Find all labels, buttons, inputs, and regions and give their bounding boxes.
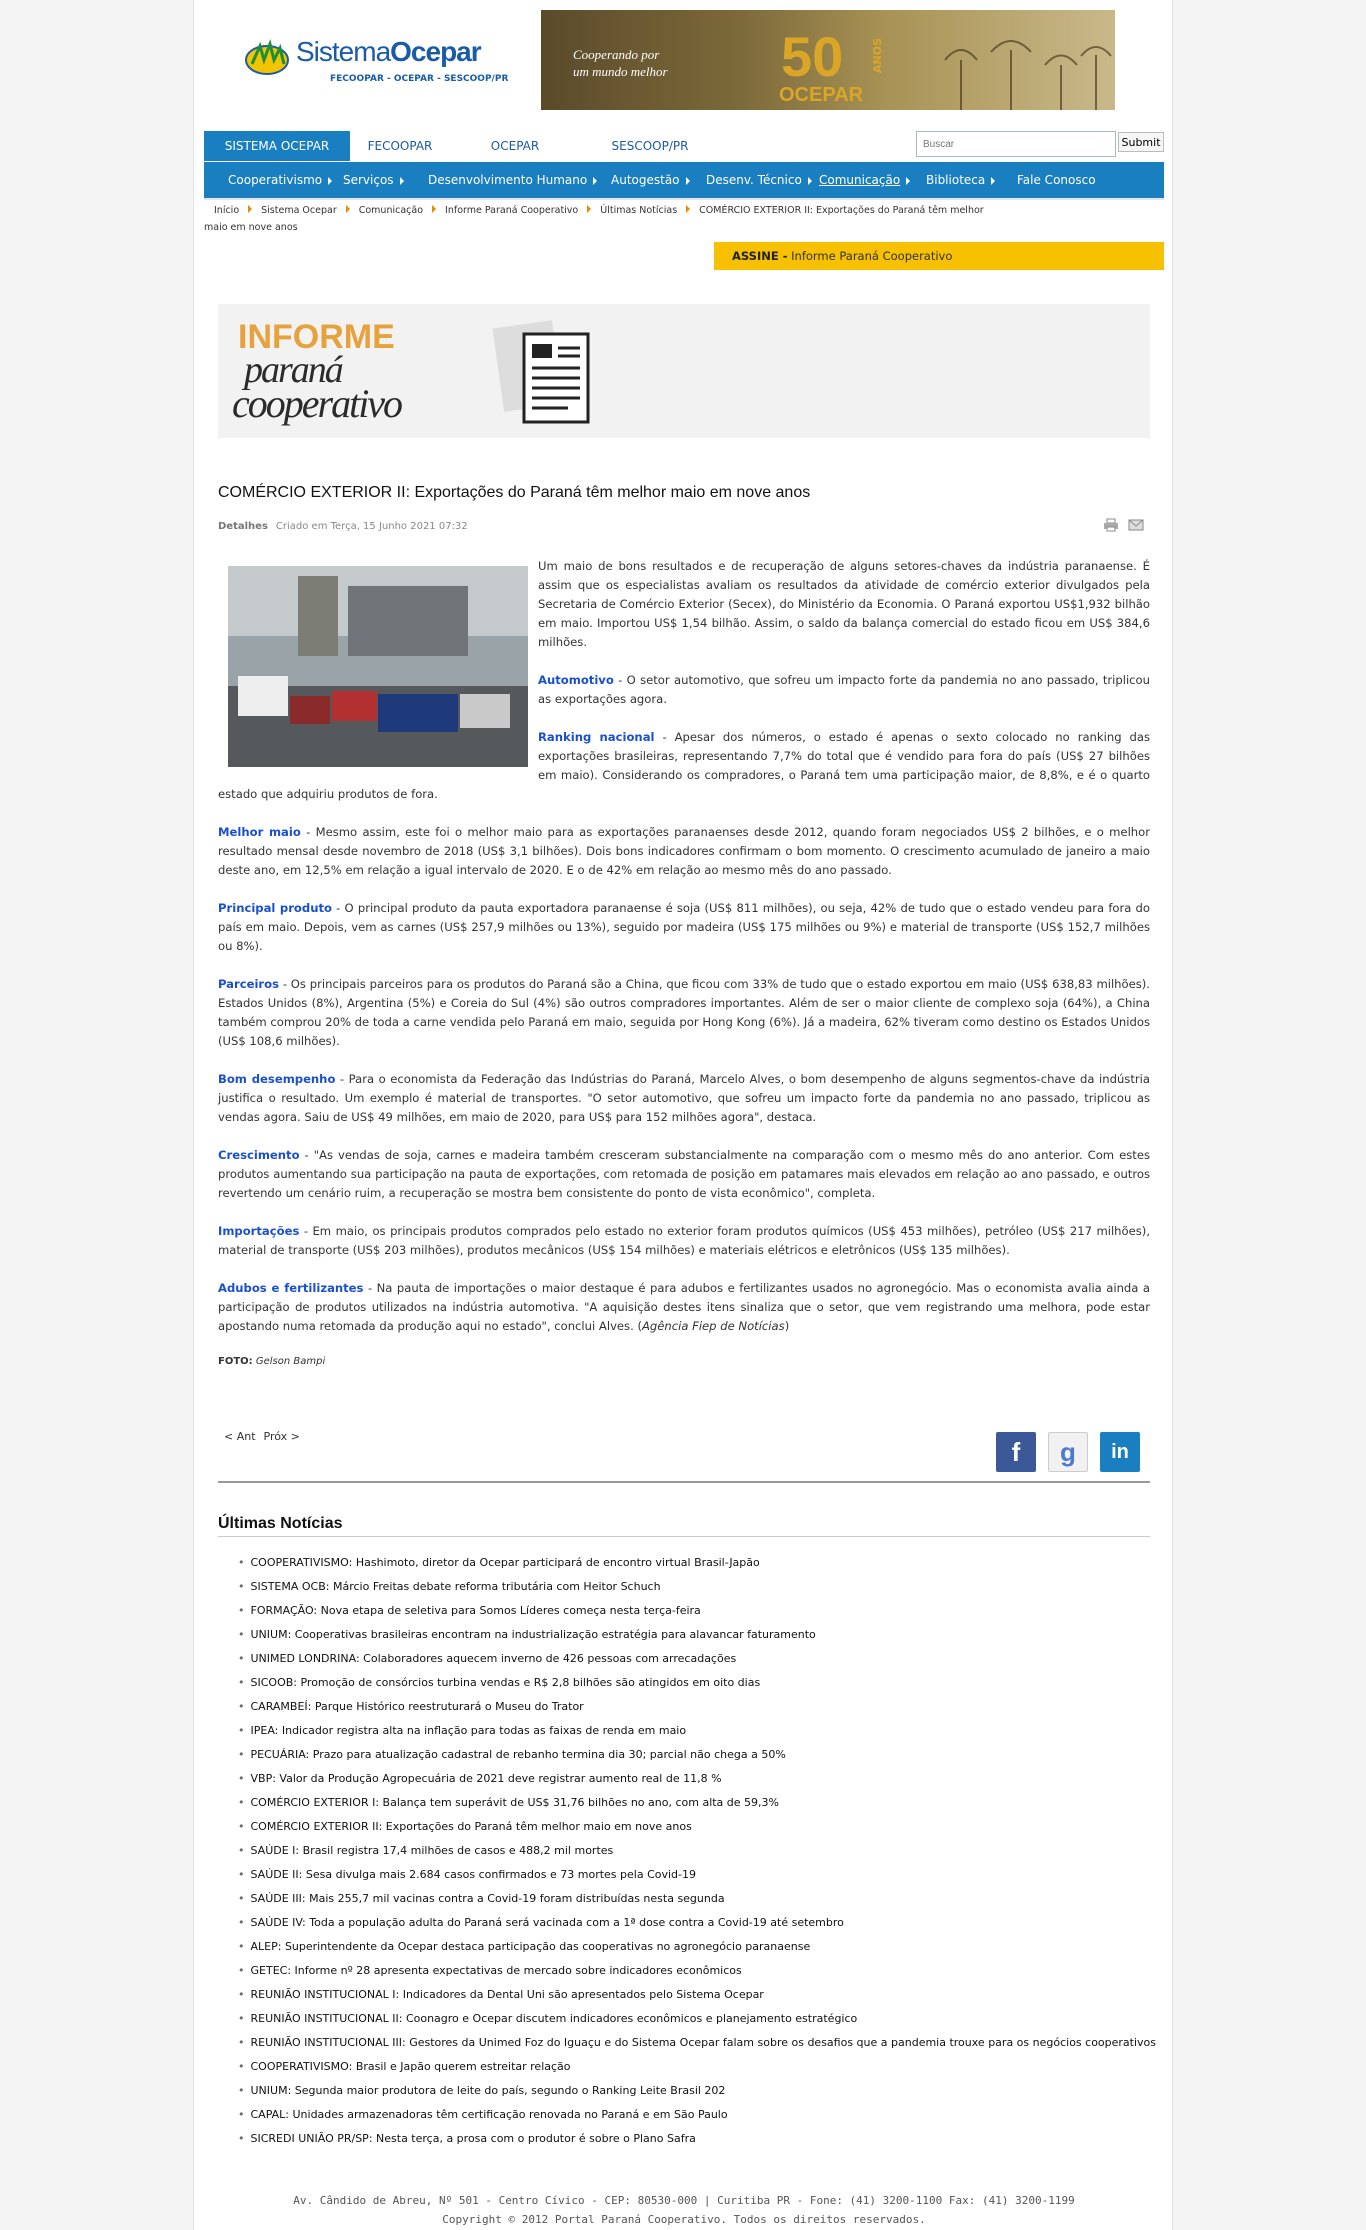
ocepar-logo-icon [244, 34, 290, 80]
news-link[interactable]: • FORMAÇÃO: Nova etapa de seletiva para Somos Líderes começa nesta terça-feira [238, 1599, 1138, 1623]
nav-item-fale-conosco[interactable]: Fale Conosco [1017, 173, 1096, 187]
news-link[interactable]: • CARAMBEÍ: Parque Histórico reestruturará o Museu do Trator [238, 1695, 1138, 1719]
nav-item-biblioteca[interactable]: Biblioteca [926, 173, 995, 187]
print-icon[interactable] [1103, 518, 1119, 532]
section-keyword: Melhor maio [218, 825, 301, 839]
latest-news-divider [218, 1536, 1150, 1537]
breadcrumb [204, 202, 984, 236]
latest-news-title: Últimas Notícias [218, 1515, 343, 1532]
news-link[interactable]: • SAÚDE I: Brasil registra 17,4 milhões de casos e 488,2 mil mortes [238, 1839, 1138, 1863]
content-divider [218, 1481, 1150, 1483]
news-link[interactable]: • SICREDI UNIÃO PR/SP: Nesta terça, a prosa com o produtor é sobre o Plano Safra [238, 2127, 1138, 2151]
article-section: Principal produto - O principal produto da pauta exportadora paranaense é soja (US$ 811 milhões), ou seja, 42% de tudo que o estado vendeu para fora do país em maio. Depois, vem as carnes (US$ 257,9 milhões ou 13%), seguido por madeira (US$ 175 milhões ou 9%) e material de transporte (US$ 152,7 milhões ou 8%). [218, 901, 1151, 953]
news-link[interactable]: • REUNIÃO INSTITUCIONAL III: Gestores da Unimed Foz do Iguaçu e do Sistema Ocepar falam sobre os desafios que a pandemia trouxe para os negócios cooperativos [238, 2031, 1138, 2055]
chevron-right-icon [686, 177, 690, 185]
breadcrumb-arrow-icon [248, 205, 252, 213]
banner-anos: ANOS [871, 38, 884, 73]
search-submit-button[interactable]: Submit [1118, 132, 1164, 152]
latest-news-list [238, 1551, 1157, 2151]
section-keyword: Principal produto [218, 901, 332, 915]
nav-item-comunicacao[interactable]: Comunicação [819, 173, 910, 187]
prev-link[interactable]: < Ant [224, 1430, 256, 1443]
breadcrumb-link[interactable]: Comunicação [358, 205, 424, 216]
page [193, 0, 1173, 2230]
news-link[interactable]: • IPEA: Indicador registra alta na inflação para todas as faixas de renda em maio [238, 1719, 1138, 1743]
banner-number: 50 [781, 25, 844, 88]
news-link[interactable]: • PECUÁRIA: Prazo para atualização cadastral de rebanho termina dia 30; parcial não chega a 50% [238, 1743, 1138, 1767]
breadcrumb-arrow-icon [346, 205, 350, 213]
article-section: Crescimento - "As vendas de soja, carnes e madeira também cresceram substancialmente na comparação com o mesmo mês do ano anterior. Com estes produtos aumentando sua participação na pauta de exportações, com retomada de posição em patamares mais elevados em relação ao ano passado, e outros revertendo um cenário ruim, a recuperação se mostra bem consistente do ponto de vista econômico", completa. [218, 1148, 1150, 1200]
pagination [224, 1430, 308, 1443]
news-link[interactable]: • REUNIÃO INSTITUCIONAL I: Indicadores da Dental Uni são apresentados pelo Sistema Ocepar [238, 1983, 1138, 2007]
breadcrumb-current: COMÉRCIO EXTERIOR II: Exportações do Paraná têm melhor maio em nove anos [204, 205, 984, 233]
linkedin-share-icon[interactable]: in [1100, 1432, 1140, 1472]
tab-sescoop[interactable]: SESCOOP/PR [611, 139, 689, 153]
nav-item-desenvolvimento-humano[interactable]: Desenvolvimento Humano [428, 173, 597, 187]
banner-slogan: Cooperando por um mundo melhor [573, 47, 668, 79]
nav-item-cooperativismo[interactable]: Cooperativismo [228, 173, 332, 187]
breadcrumb-arrow-icon [587, 205, 591, 213]
news-link[interactable]: • COMÉRCIO EXTERIOR II: Exportações do Paraná têm melhor maio em nove anos [238, 1815, 1138, 1839]
section-keyword: Automotivo [538, 673, 614, 687]
news-link[interactable]: • UNIMED LONDRINA: Colaboradores aquecem inverno de 426 pessoas com arrecadações [238, 1647, 1138, 1671]
news-link[interactable]: • UNIUM: Segunda maior produtora de leite do país, segundo o Ranking Leite Brasil 202 [238, 2079, 1138, 2103]
news-link[interactable]: • VBP: Valor da Produção Agropecuária de 2021 deve registrar aumento real de 11,8 % [238, 1767, 1138, 1791]
section-keyword: Ranking nacional [538, 730, 655, 744]
photo-credit: FOTO: Gelson Bampi [218, 1356, 326, 1367]
chevron-right-icon [906, 177, 910, 185]
news-link[interactable]: • COOPERATIVISMO: Brasil e Japão querem estreitar relação [238, 2055, 1138, 2079]
chevron-right-icon [328, 177, 332, 185]
breadcrumb-link[interactable]: Últimas Notícias [600, 205, 678, 216]
informe-title-line1: INFORME [238, 318, 395, 356]
article-intro: Um maio de bons resultados e de recuperação de alguns setores-chaves da indústria paranaense. É assim que os especialistas avaliam os resultados da atividade de comércio exterior divulgados pela Secretaria de Comércio Exterior (Secex), do Ministério da Economia. O Paraná exportou US$1,932 bilhão em maio. Importou US$ 1,54 bilhão. Assim, o saldo da balança comercial do estado ficou em US$ 384,6 milhões. [538, 559, 1150, 649]
article-title: COMÉRCIO EXTERIOR II: Exportações do Paraná têm melhor maio em nove anos [218, 484, 811, 501]
article-section: Automotivo - O setor automotivo, que sofreu um impacto forte da pandemia no ano passado, triplicou as exportações agora. [538, 673, 1150, 706]
news-link[interactable]: • CAPAL: Unidades armazenadoras têm certificação renovada no Paraná e em São Paulo [238, 2103, 1138, 2127]
chevron-right-icon [593, 177, 597, 185]
search-input[interactable] [916, 131, 1116, 157]
breadcrumb-arrow-icon [432, 205, 436, 213]
section-keyword: Adubos e fertilizantes [218, 1281, 364, 1295]
article-section: Parceiros - Os principais parceiros para os produtos do Paraná são a China, que ficou com 33% de tudo que o estado exportou em maio (US$ 638,83 milhões). Estados Unidos (8%), Argentina (5%) e Coreia do Sul (4%) são outros compradores importantes. Além de ser o maior cliente de complexo soja (64%), a China também comprou 20% de toda a carne vendida pelo Paraná em maio, seguida por Hong Kong (6%). Já a madeira, 62% tiveram como destino os Estados Unidos (US$ 108,6 milhões). [218, 977, 1150, 1048]
email-icon[interactable] [1128, 518, 1144, 532]
chevron-right-icon [400, 177, 404, 185]
article-meta: Detalhes Criado em Terça, 15 Junho 2021 07:32 [218, 521, 468, 532]
news-link[interactable]: • SAÚDE III: Mais 255,7 mil vacinas contra a Covid-19 foram distribuídas nesta segunda [238, 1887, 1138, 1911]
chevron-right-icon [808, 177, 812, 185]
article-section: Melhor maio - Mesmo assim, este foi o melhor maio para as exportações paranaenses desde 2012, quando foram negociados US$ 2 bilhões, e o melhor resultado mensal desde novembro de 2018 (US$ 3,1 bilhões). Dois bons indicadores confirmam o bom momento. O crescimento acumulado de janeiro a maio deste ano, em 12,5% em relação a igual intervalo de 2020. E o de 42% em relação ao mesmo mês do ano passado. [218, 825, 1150, 877]
nav-item-servicos[interactable]: Serviços [343, 173, 404, 187]
news-link[interactable]: • ALEP: Superintendente da Ocepar destaca participação das cooperativas no agronegócio paranaense [238, 1935, 1138, 1959]
section-keyword: Parceiros [218, 977, 280, 991]
tab-fecoopar[interactable]: FECOOPAR [367, 139, 433, 153]
nav-item-autogestao[interactable]: Autogestão [611, 173, 690, 187]
newspaper-icon [488, 316, 598, 426]
informe-title-line2: paraná [244, 349, 342, 391]
nav-item-desenv-tecnico[interactable]: Desenv. Técnico [706, 173, 812, 187]
article-section: Bom desempenho - Para o economista da Federação das Indústrias do Paraná, Marcelo Alves, o bom desempenho de alguns segmentos-chave da indústria justifica o resultado. Um exemplo é material de transportes. "O setor automotivo, que sofreu um impacto forte da pandemia no ano passado, triplicou as vendas agora. Saiu de US$ 49 milhões, em maio de 2020, para US$ para 152 milhões agora", destaca. [218, 1072, 1150, 1124]
breadcrumb-link[interactable]: Sistema Ocepar [261, 205, 337, 216]
tab-sistema-ocepar[interactable]: SISTEMA OCEPAR [204, 131, 350, 161]
chevron-right-icon [991, 177, 995, 185]
footer-address: Av. Cândido de Abreu, Nº 501 - Centro Cívico - CEP: 80530-000 | Curitiba PR - Fone: (41) 3200-1100 Fax: (41) 3200-1199 [293, 2194, 1075, 2207]
breadcrumb-link[interactable]: Início [214, 205, 240, 216]
informe-header-image [218, 304, 1150, 438]
anniversary-banner[interactable] [541, 10, 1115, 110]
article-photo [228, 566, 528, 767]
facebook-share-icon[interactable]: f [996, 1432, 1036, 1472]
section-keyword: Crescimento [218, 1148, 300, 1162]
news-link[interactable]: • UNIUM: Cooperativas brasileiras encontram na industrialização estratégia para alavancar faturamento [238, 1623, 1138, 1647]
tab-ocepar[interactable]: OCEPAR [490, 139, 540, 153]
google-share-icon[interactable]: g [1048, 1432, 1088, 1472]
footer-copyright: Copyright © 2012 Portal Paraná Cooperativo. Todos os direitos reservados. [442, 2213, 926, 2226]
nav-divider [204, 198, 1164, 200]
article-section: Ranking nacional - Apesar dos números, o estado é apenas o sexto colocado no ranking das exportações brasileiras, representando 7,7% do total que é vendido para fora do país (US$ 27 bilhões em maio). Considerando os compradores, o Paraná tem uma participação maior, de 8,8%, e é o quarto estado que adquiriu produtos de fora. [218, 730, 1151, 801]
banner-brand: OCEPAR [779, 84, 864, 106]
logo-subtitle: FECOOPAR - OCEPAR - SESCOOP/PR [330, 74, 509, 84]
news-link[interactable]: • SICOOB: Promoção de consórcios turbina vendas e R$ 2,8 bilhões são atingidos em oito dias [238, 1671, 1138, 1695]
article-section: Adubos e fertilizantes - Na pauta de importações o maior destaque é para adubos e fertilizantes usados no agronegócio. Mas o economista avalia ainda a participação de produtos utilizados na indústria automotiva. "A aquisição destes itens sinaliza que o setor, que vem registrando uma melhora, pode estar apostando numa retomada da produção aqui no estado", conclui Alves. (Agência Fiep de Notícias) [218, 1281, 1150, 1333]
next-link[interactable]: Próx > [263, 1430, 300, 1443]
site-logo[interactable] [234, 30, 514, 90]
news-link[interactable]: • GETEC: Informe nº 28 apresenta expectativas de mercado sobre indicadores econômicos [238, 1959, 1138, 1983]
breadcrumb-arrow-icon [686, 205, 690, 213]
news-link[interactable]: • COMÉRCIO EXTERIOR I: Balança tem superávit de US$ 31,76 bilhões no ano, com alta de 59,3% [238, 1791, 1138, 1815]
news-link[interactable]: • SAÚDE IV: Toda a população adulta do Paraná será vacinada com a 1ª dose contra a Covid-19 até setembro [238, 1911, 1138, 1935]
section-keyword: Importações [218, 1224, 300, 1238]
article-section: Importações - Em maio, os principais produtos comprados pelo estado no exterior foram produtos químicos (US$ 453 milhões), petróleo (US$ 217 milhões), material de transporte (US$ 203 milhões), produtos mecânicos (US$ 154 milhões) e materiais elétricos e eletrônicos (US$ 135 milhões). [218, 1224, 1150, 1257]
news-link[interactable]: • SAÚDE II: Sesa divulga mais 2.684 casos confirmados e 73 mortes pela Covid-19 [238, 1863, 1138, 1887]
news-link[interactable]: • SISTEMA OCB: Márcio Freitas debate reforma tributária com Heitor Schuch [238, 1575, 1138, 1599]
breadcrumb-link[interactable]: Informe Paraná Cooperativo [445, 205, 579, 216]
logo-name: SistemaOcepar [296, 36, 481, 67]
section-keyword: Bom desempenho [218, 1072, 336, 1086]
main-navigation [204, 162, 1164, 198]
news-link[interactable]: • COOPERATIVISMO: Hashimoto, diretor da Ocepar participará de encontro virtual Brasil-Japão [238, 1551, 1138, 1575]
informe-title-line3: cooperativo [232, 381, 402, 426]
assine-button[interactable]: ASSINE - Informe Paraná Cooperativo [714, 242, 1164, 270]
news-link[interactable]: • REUNIÃO INSTITUCIONAL II: Coonagro e Ocepar discutem indicadores econômicos e planejamento estratégico [238, 2007, 1138, 2031]
